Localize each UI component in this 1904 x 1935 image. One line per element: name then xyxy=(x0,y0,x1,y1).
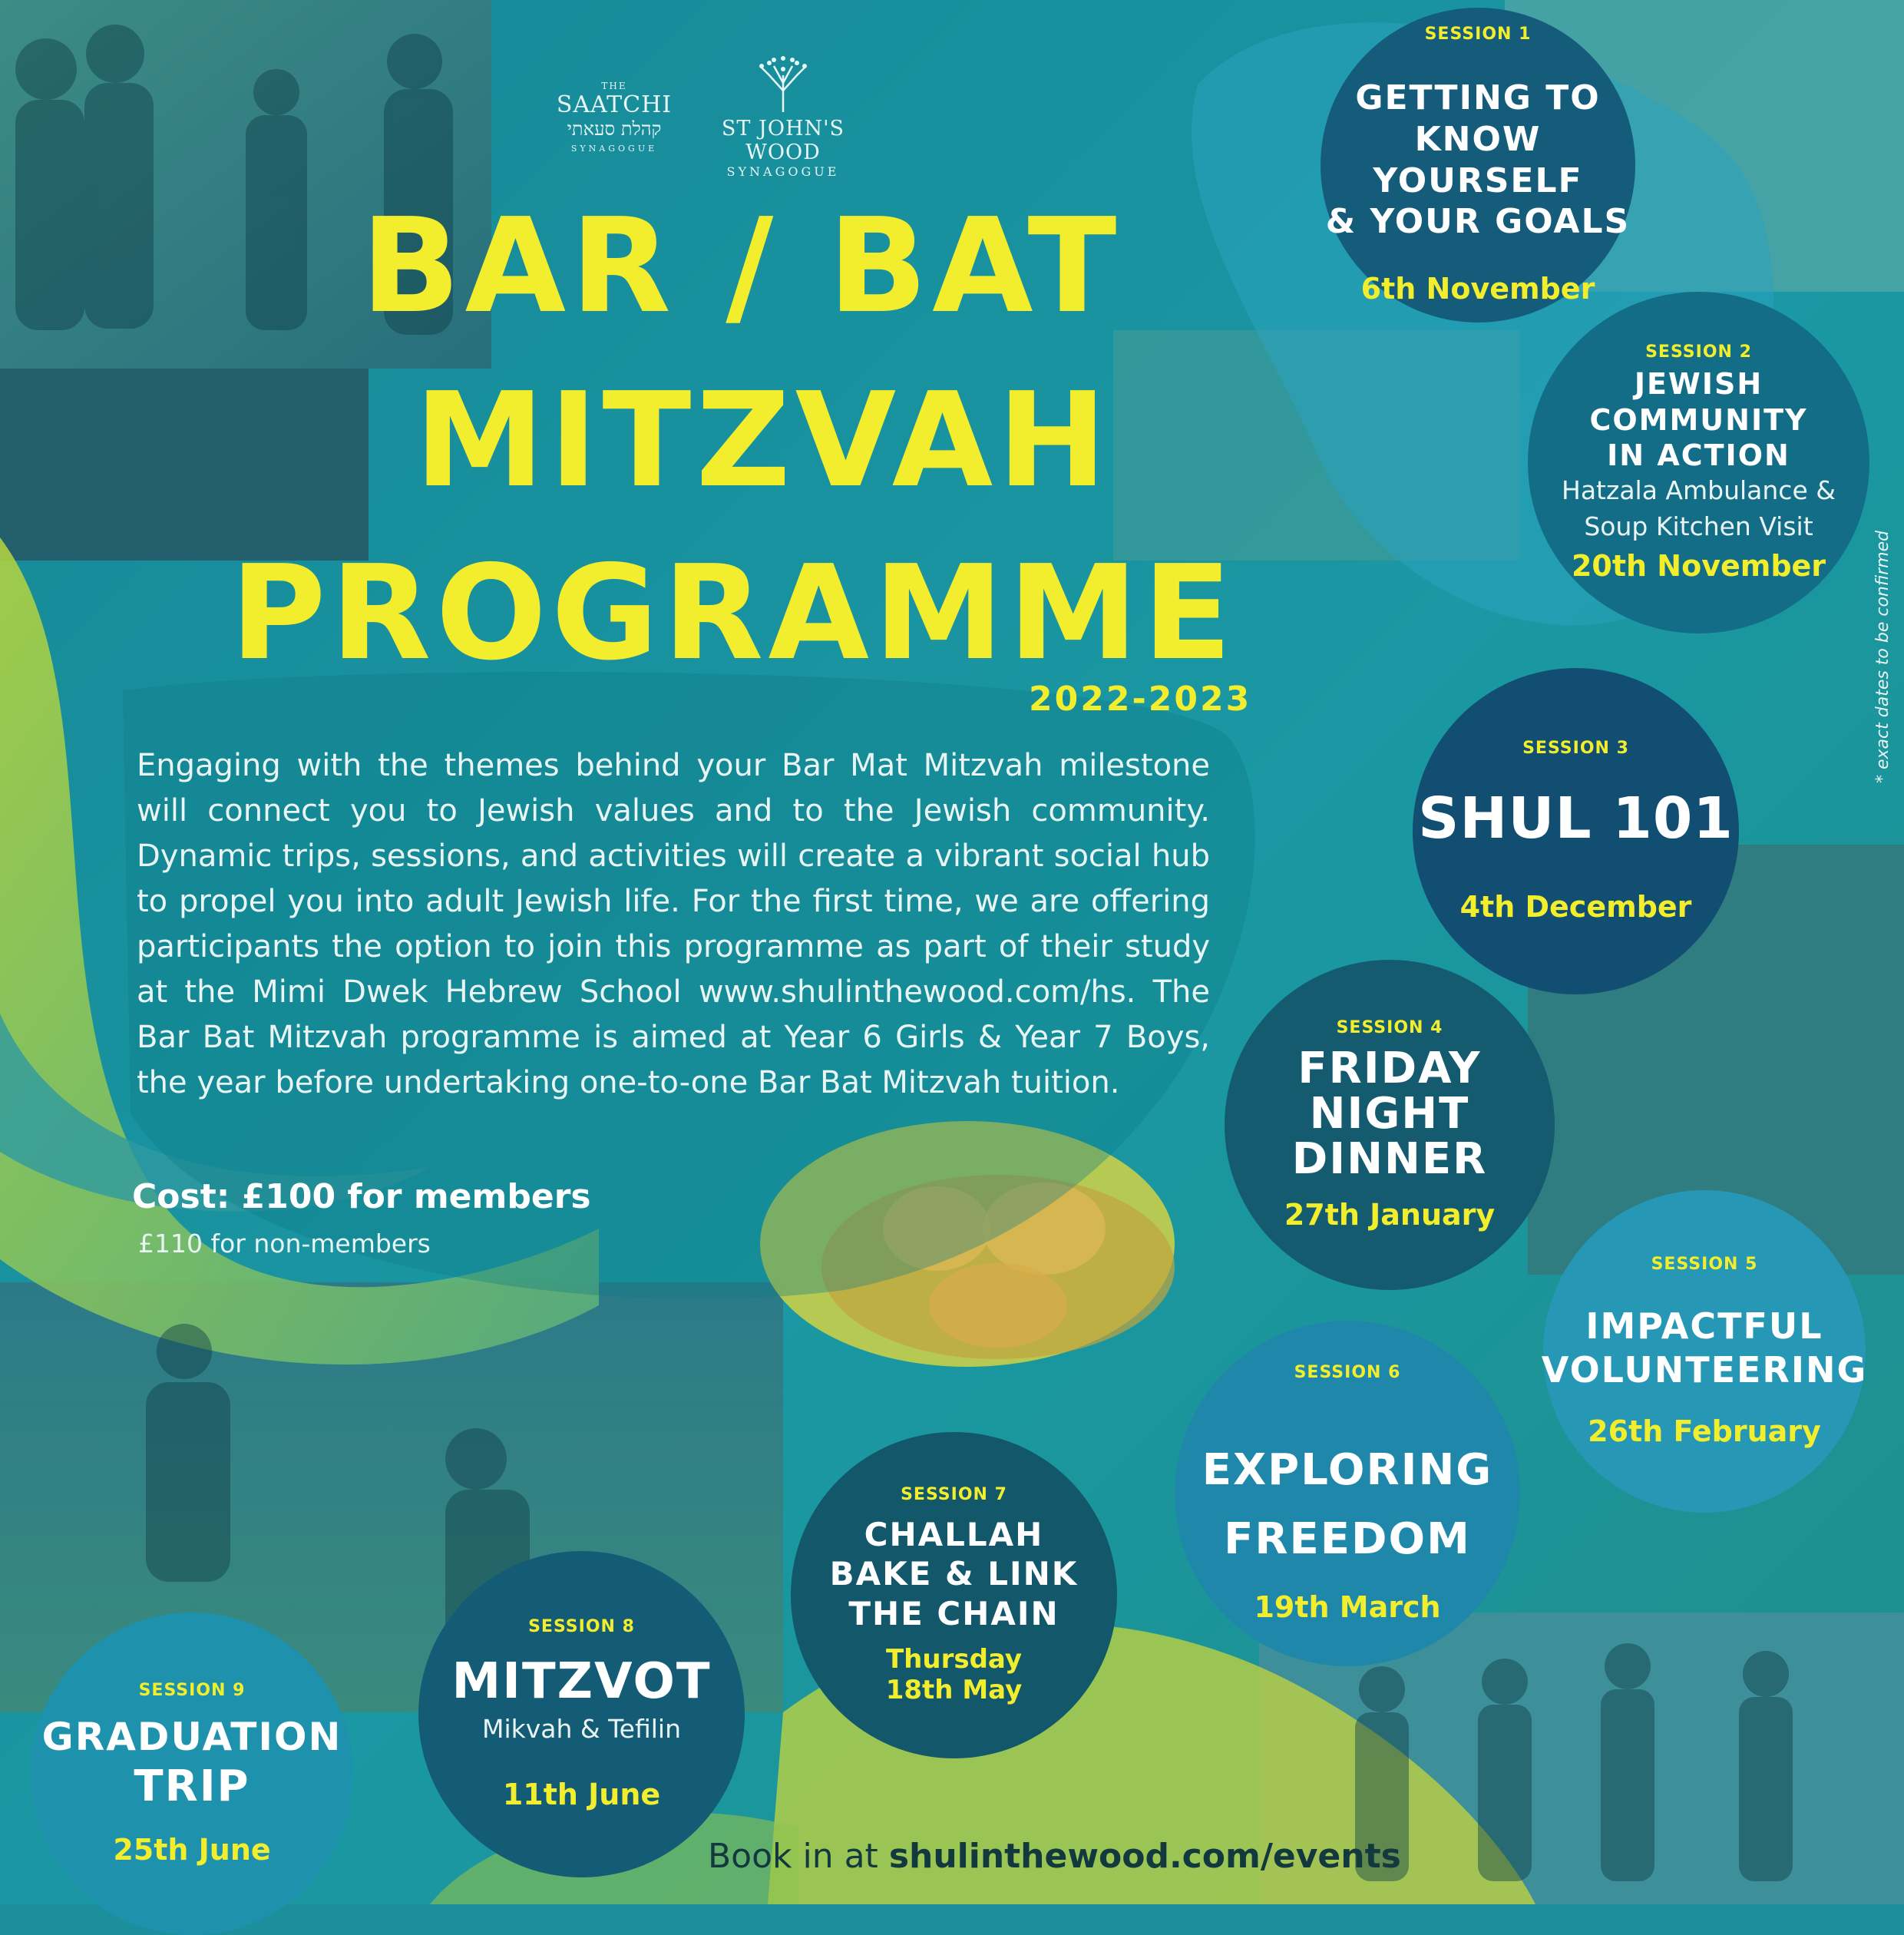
cost-non-members: £110 for non-members xyxy=(138,1229,431,1259)
session-9-circle xyxy=(31,1612,353,1935)
tree-icon xyxy=(752,52,814,114)
session-date: 18th May xyxy=(885,1674,1023,1705)
session-date: 25th June xyxy=(113,1833,271,1867)
session-3-circle xyxy=(1413,668,1739,994)
title-line-2: MITZVAH xyxy=(415,365,1112,517)
session-title-line: TRIP xyxy=(134,1761,250,1811)
cost-members: Cost: £100 for members xyxy=(132,1177,591,1216)
session-title-line: GRADUATION xyxy=(41,1714,342,1759)
saatchi-logo-name: SAATCHI xyxy=(556,91,673,118)
session-title-line: MITZVOT xyxy=(451,1652,712,1710)
booking-prefix: Book in at xyxy=(708,1837,878,1876)
session-date: 11th June xyxy=(502,1778,661,1812)
session-2-circle xyxy=(1528,292,1869,633)
session-1-circle xyxy=(1321,8,1635,322)
session-title-line: FREEDOM xyxy=(1224,1513,1471,1564)
session-subtitle-line: Hatzala Ambulance & xyxy=(1562,475,1836,506)
session-date: 4th December xyxy=(1459,890,1692,925)
session-date: 19th March xyxy=(1254,1590,1441,1625)
booking-link[interactable]: shulinthewood.com/events xyxy=(888,1837,1401,1876)
session-title-line: BAKE & LINK xyxy=(829,1555,1079,1593)
session-title-line: DINNER xyxy=(1291,1133,1488,1184)
session-6-circle xyxy=(1175,1321,1520,1666)
session-label: SESSION 7 xyxy=(901,1485,1007,1505)
session-5-circle xyxy=(1543,1190,1866,1513)
dates-footnote: * exact dates to be confirmed xyxy=(1873,530,1892,783)
stjohns-logo xyxy=(687,52,879,179)
saatchi-logo-hebrew: קהלת סעאתי xyxy=(567,118,662,140)
session-date: 26th February xyxy=(1588,1414,1821,1448)
session-date: 6th November xyxy=(1360,271,1595,306)
programme-description: Engaging with the themes behind your Bar Mat Mitzvah milestone will connect you to Jewish values and to the Jewish community. Dynamic trips, sessions, and activities will create a vibrant social hub to propel you into adult Jewish life. For the first time, we are offering participants the option to join this programme as part of their study at the Mimi Dwek Hebrew School www.shulinthewood.com/hs. The Bar Bat Mitzvah programme is aimed at Year 6 Girls & Year 7 Boys, the year before undertaking one-to-one Bar Bat Mitzvah tuition. xyxy=(137,748,1210,1100)
session-title-line: NIGHT xyxy=(1309,1089,1470,1140)
session-title-line: KNOW YOURSELF xyxy=(1373,119,1583,200)
session-label: SESSION 3 xyxy=(1522,738,1629,758)
session-label: SESSION 9 xyxy=(138,1680,246,1700)
session-title-line: VOLUNTEERING xyxy=(1541,1348,1868,1391)
session-subtitle-line: Mikvah & Tefilin xyxy=(481,1713,682,1744)
session-title-line: COMMUNITY xyxy=(1589,402,1808,437)
booking-line xyxy=(708,1837,1401,1876)
session-title-line: SHUL 101 xyxy=(1418,785,1734,852)
session-title-line: CHALLAH xyxy=(864,1516,1044,1554)
session-label: SESSION 5 xyxy=(1651,1255,1758,1275)
session-4-circle xyxy=(1225,960,1555,1290)
session-label: SESSION 2 xyxy=(1645,342,1752,362)
title-line-1: BAR / BAT xyxy=(361,190,1122,342)
session-label: SESSION 8 xyxy=(528,1616,635,1636)
session-date: 20th November xyxy=(1571,548,1826,583)
session-date: 27th January xyxy=(1284,1197,1496,1232)
session-title-line: GETTING TO xyxy=(1355,78,1601,118)
session-title-line: & YOUR GOALS xyxy=(1325,202,1631,242)
session-label: SESSION 6 xyxy=(1294,1362,1401,1382)
session-title-line: THE CHAIN xyxy=(848,1594,1059,1632)
session-title-line: IMPACTFUL xyxy=(1585,1305,1823,1348)
session-title-line: FRIDAY xyxy=(1297,1044,1482,1094)
session-date: Thursday xyxy=(885,1643,1022,1675)
saatchi-logo-top: THE xyxy=(601,81,627,91)
session-label: SESSION 4 xyxy=(1336,1018,1443,1038)
title-years: 2022-2023 xyxy=(1029,680,1252,719)
saatchi-logo-bottom: SYNAGOGUE xyxy=(570,144,658,154)
stjohns-logo-bottom: SYNAGOGUE xyxy=(726,164,840,179)
session-subtitle-line: Soup Kitchen Visit xyxy=(1584,511,1813,541)
photo-hallway xyxy=(0,369,369,561)
session-title-line: IN ACTION xyxy=(1607,438,1790,472)
session-title-line: EXPLORING xyxy=(1202,1444,1493,1495)
session-label: SESSION 1 xyxy=(1424,25,1532,45)
saatchi-logo xyxy=(553,81,676,154)
session-title-line: JEWISH xyxy=(1634,367,1764,402)
session-7-circle xyxy=(791,1432,1117,1758)
title-line-3: PROGRAMME xyxy=(230,538,1237,690)
stjohns-logo-name: ST JOHN'S WOOD xyxy=(721,117,845,164)
session-8-circle xyxy=(418,1551,745,1877)
